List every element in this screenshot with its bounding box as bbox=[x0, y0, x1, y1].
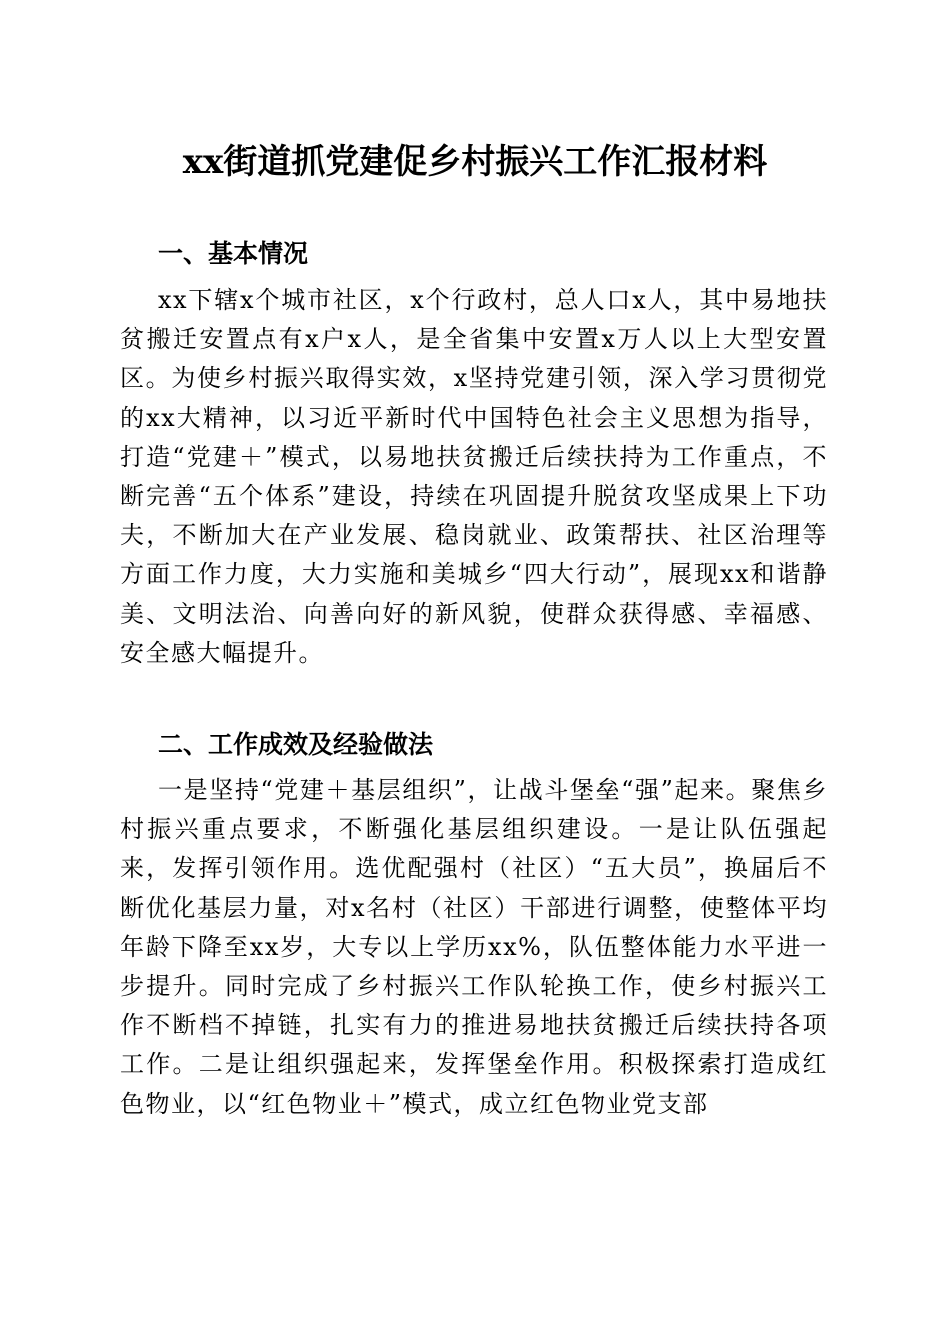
paragraph-basic-situation: xx下辖x个城市社区，x个行政村，总人口x人，其中易地扶贫搬迁安置点有x户x人，是全省集中安置x万人以上大型安置区。为使乡村振兴取得实效，x坚持党建引领，深入学习贯彻党的xx大精神，以习近平新时代中国特色社会主义思想为指导，打造“党建＋”模式，以易地扶贫搬迁后续扶持为工作重点，不断完善“五个体系”建设，持续在巩固提升脱贫攻坚成果上下功夫，不断加大在产业发展、稳岗就业、政策帮扶、社区治理等方面工作力度，大力实施和美城乡“四大行动”，展现xx和谐静美、文明法治、向善向好的新风貌，使群众获得感、幸福感、安全感大幅提升。 bbox=[120, 286, 828, 667]
section-heading-basic-situation: 一、基本情况 bbox=[158, 239, 309, 268]
section-heading-achievements: 二、工作成效及经验做法 bbox=[158, 730, 434, 759]
document-title: xx街道抓党建促乡村振兴工作汇报材料 bbox=[182, 142, 768, 182]
paragraph-achievements: 一是坚持“党建＋基层组织”，让战斗堡垒“强”起来。聚焦乡村振兴重点要求，不断强化基层组织建设。一是让队伍强起来，发挥引领作用。选优配强村（社区）“五大员”，换届后不断优化基层力量，对x名村（社区）干部进行调整，使整体平均年龄下降至xx岁，大专以上学历xx%，队伍整体能力水平进一步提升。同时完成了乡村振兴工作队轮换工作，使乡村振兴工作不断档不掉链，扎实有力的推进易地扶贫搬迁后续扶持各项工作。二是让组织强起来，发挥堡垒作用。积极探索打造成红色物业，以“红色物业＋”模式，成立红色物业党支部 bbox=[120, 776, 828, 1118]
